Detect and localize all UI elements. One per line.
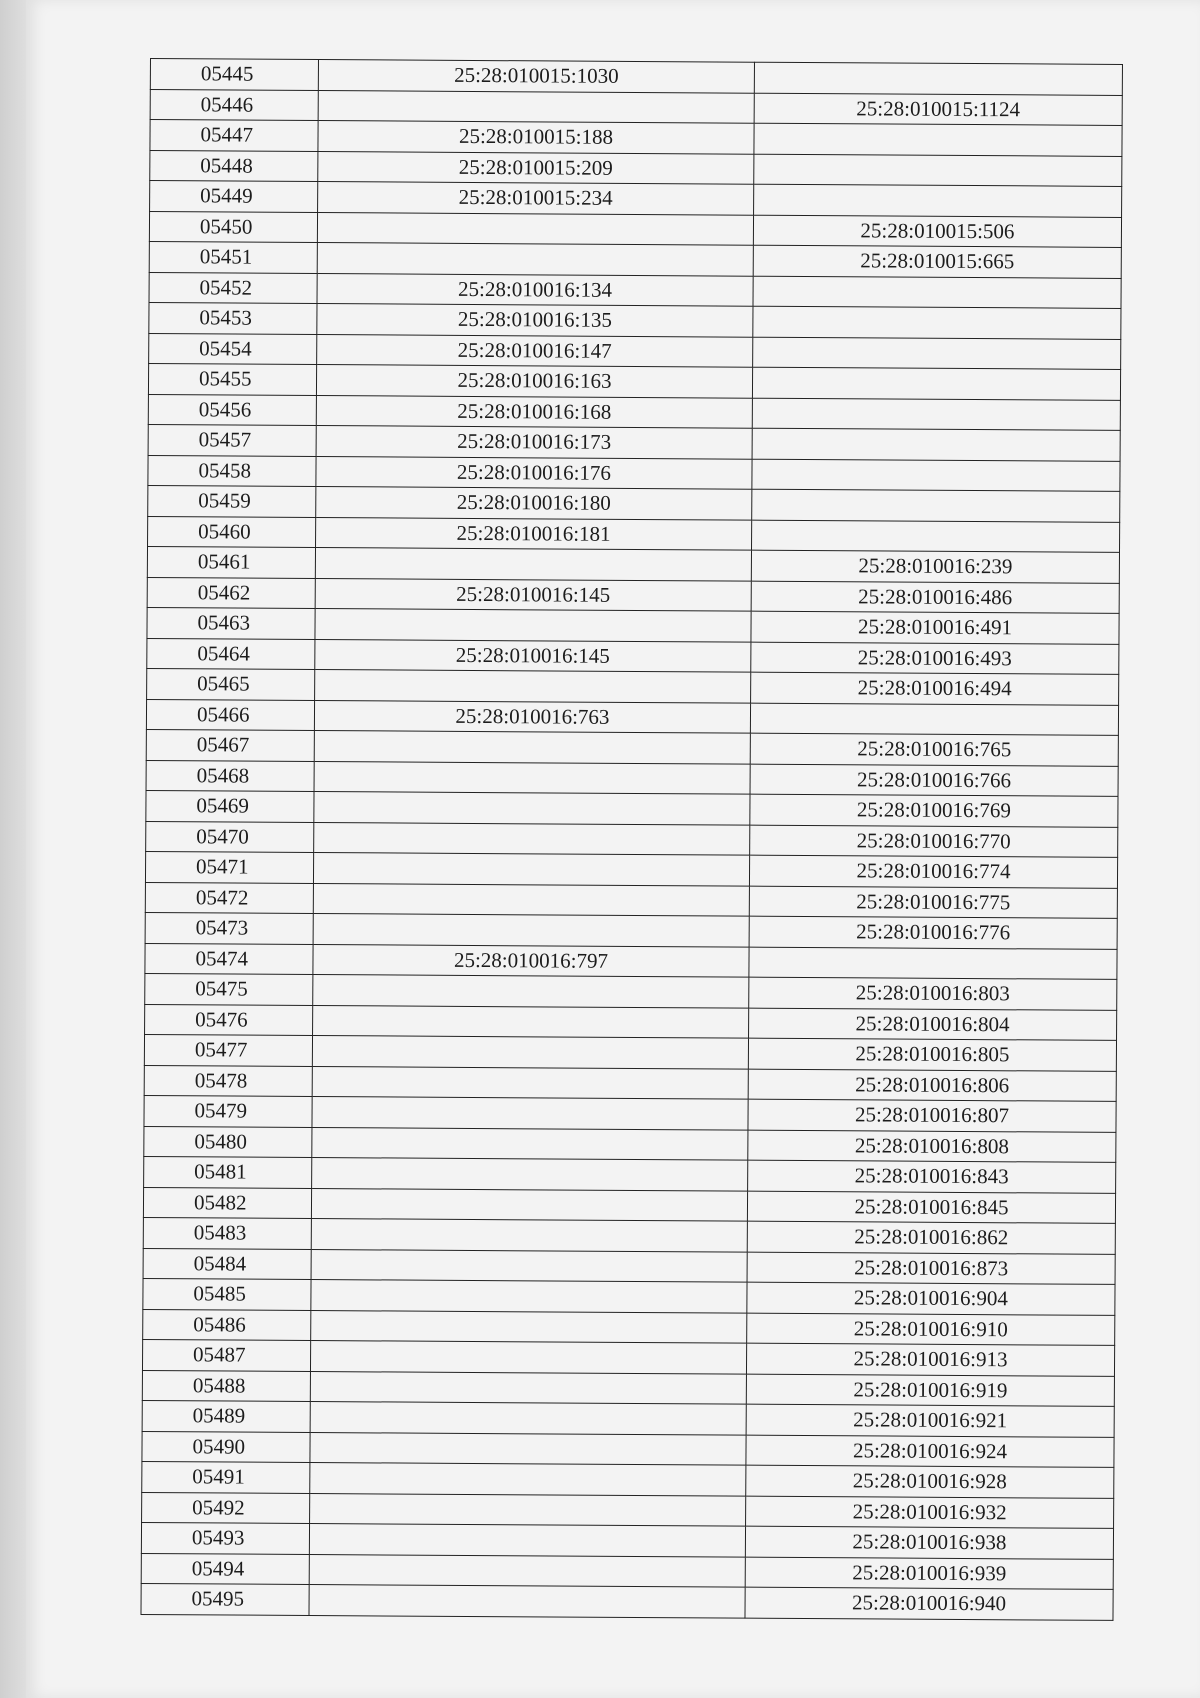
cadastral-number-cell: 25:28:010016:938 — [745, 1526, 1113, 1559]
cadastral-number-cell: 25:28:010016:910 — [747, 1313, 1115, 1346]
row-number-cell: 05473 — [145, 912, 313, 944]
row-number-cell: 05495 — [141, 1583, 309, 1615]
cadastral-number-cell — [752, 520, 1120, 553]
cadastral-number-cell: 25:28:010016:147 — [317, 334, 753, 367]
cadastral-number-cell — [752, 459, 1120, 492]
cadastral-number-cell: 25:28:010016:163 — [316, 365, 752, 398]
cadastral-number-cell — [313, 975, 749, 1008]
cadastral-number-cell — [315, 670, 751, 703]
cadastral-number-cell: 25:28:010016:924 — [746, 1435, 1114, 1468]
cadastral-number-cell — [311, 1249, 747, 1282]
cadastral-number-cell: 25:28:010016:493 — [751, 642, 1119, 675]
row-number-cell: 05488 — [142, 1370, 310, 1402]
cadastral-number-cell: 25:28:010016:173 — [316, 426, 752, 459]
row-number-cell: 05485 — [143, 1278, 311, 1310]
row-number-cell: 05463 — [147, 607, 315, 639]
cadastral-number-cell — [310, 1402, 746, 1435]
cadastral-number-cell: 25:28:010016:145 — [315, 639, 751, 672]
row-number-cell: 05487 — [142, 1339, 310, 1371]
row-number-cell: 05454 — [149, 333, 317, 365]
cadastral-number-cell — [314, 761, 750, 794]
cadastral-number-cell — [752, 367, 1120, 400]
row-number-cell: 05460 — [148, 516, 316, 548]
cadastral-number-cell: 25:28:010016:769 — [750, 794, 1118, 827]
cadastral-number-cell — [312, 1097, 748, 1130]
cadastral-number-cell: 25:28:010016:932 — [746, 1496, 1114, 1529]
cadastral-number-cell: 25:28:010016:805 — [748, 1038, 1116, 1071]
row-number-cell: 05459 — [148, 485, 316, 517]
row-number-cell: 05479 — [144, 1095, 312, 1127]
row-number-cell: 05489 — [142, 1400, 310, 1432]
row-number-cell: 05471 — [145, 851, 313, 883]
row-number-cell: 05468 — [146, 760, 314, 792]
cadastral-number-cell: 25:28:010016:921 — [746, 1404, 1114, 1437]
row-number-cell: 05458 — [148, 455, 316, 487]
cadastral-number-cell: 25:28:010016:919 — [746, 1374, 1114, 1407]
row-number-cell: 05492 — [142, 1492, 310, 1524]
cadastral-number-cell — [309, 1554, 745, 1587]
row-number-cell: 05450 — [149, 211, 317, 243]
cadastral-number-cell — [314, 792, 750, 825]
cadastral-number-cell: 25:28:010016:135 — [317, 304, 753, 337]
row-number-cell: 05466 — [146, 699, 314, 731]
cadastral-number-cell: 25:28:010016:486 — [751, 581, 1119, 614]
row-number-cell: 05455 — [148, 363, 316, 395]
cadastral-number-cell — [309, 1585, 745, 1618]
cadastral-number-cell — [752, 398, 1120, 431]
row-number-cell: 05456 — [148, 394, 316, 426]
cadastral-number-cell — [309, 1524, 745, 1557]
row-number-cell: 05481 — [144, 1156, 312, 1188]
cadastral-number-cell — [311, 1188, 747, 1221]
cadastral-number-cell — [753, 337, 1121, 370]
cadastral-number-cell: 25:28:010016:843 — [748, 1160, 1116, 1193]
cadastral-number-cell — [754, 184, 1122, 217]
cadastral-number-cell — [313, 853, 749, 886]
cadastral-number-cell: 25:28:010016:940 — [745, 1587, 1113, 1620]
cadastral-number-cell: 25:28:010016:134 — [317, 273, 753, 306]
row-number-cell: 05482 — [143, 1187, 311, 1219]
row-number-cell: 05447 — [150, 120, 318, 152]
cadastral-number-cell — [317, 212, 753, 245]
cadastral-number-cell — [314, 822, 750, 855]
row-number-cell: 05445 — [150, 59, 318, 91]
cadastral-number-cell: 25:28:010016:765 — [750, 733, 1118, 766]
cadastral-number-cell: 25:28:010015:209 — [318, 151, 754, 184]
cadastral-number-cell — [311, 1280, 747, 1313]
cadastral-number-cell — [315, 609, 751, 642]
cadastral-number-cell: 25:28:010016:775 — [749, 886, 1117, 919]
cadastral-number-cell — [313, 914, 749, 947]
row-number-cell: 05484 — [143, 1248, 311, 1280]
row-number-cell: 05446 — [150, 89, 318, 121]
cadastral-number-cell — [310, 1341, 746, 1374]
cadastral-number-cell: 25:28:010016:904 — [747, 1282, 1115, 1315]
row-number-cell: 05478 — [144, 1065, 312, 1097]
row-number-cell: 05493 — [141, 1522, 309, 1554]
cadastral-number-cell: 25:28:010016:180 — [316, 487, 752, 520]
cadastral-number-cell — [753, 276, 1121, 309]
cadastral-number-cell — [312, 1127, 748, 1160]
cadastral-number-cell — [753, 306, 1121, 339]
cadastral-number-cell: 25:28:010016:168 — [316, 395, 752, 428]
cadastral-number-cell: 25:28:010016:770 — [750, 825, 1118, 858]
table-row — [141, 1583, 1113, 1619]
row-number-cell: 05476 — [145, 1004, 313, 1036]
cadastral-number-cell — [311, 1310, 747, 1343]
cadastral-number-cell: 25:28:010015:188 — [318, 121, 754, 154]
row-number-cell: 05453 — [149, 302, 317, 334]
cadastral-number-cell: 25:28:010016:806 — [748, 1069, 1116, 1102]
row-number-cell: 05457 — [148, 424, 316, 456]
cadastral-number-cell: 25:28:010016:803 — [749, 977, 1117, 1010]
cadastral-number-cell: 25:28:010016:797 — [313, 944, 749, 977]
cadastral-number-cell — [313, 1005, 749, 1038]
row-number-cell: 05480 — [144, 1126, 312, 1158]
cadastral-number-cell: 25:28:010016:845 — [747, 1191, 1115, 1224]
row-number-cell: 05470 — [146, 821, 314, 853]
table-body — [141, 59, 1122, 1620]
cadastral-number-cell: 25:28:010016:176 — [316, 456, 752, 489]
cadastral-number-cell: 25:28:010016:808 — [748, 1130, 1116, 1163]
cadastral-number-cell: 25:28:010015:506 — [753, 215, 1121, 248]
cadastral-number-cell — [315, 548, 751, 581]
cadastral-number-cell: 25:28:010016:776 — [749, 916, 1117, 949]
cadastral-number-cell — [313, 883, 749, 916]
cadastral-number-cell — [317, 243, 753, 276]
row-number-cell: 05477 — [144, 1034, 312, 1066]
cadastral-number-cell: 25:28:010016:939 — [745, 1557, 1113, 1590]
row-number-cell: 05472 — [145, 882, 313, 914]
cadastral-number-cell — [318, 90, 754, 123]
cadastral-number-cell — [312, 1066, 748, 1099]
row-number-cell: 05461 — [147, 546, 315, 578]
cadastral-table — [140, 58, 1122, 1620]
row-number-cell: 05474 — [145, 943, 313, 975]
cadastral-number-cell — [310, 1432, 746, 1465]
row-number-cell: 05465 — [147, 668, 315, 700]
cadastral-number-cell — [754, 123, 1122, 156]
row-number-cell: 05475 — [145, 973, 313, 1005]
cadastral-number-cell — [752, 428, 1120, 461]
cadastral-number-cell: 25:28:010016:491 — [751, 611, 1119, 644]
cadastral-number-cell: 25:28:010016:494 — [751, 672, 1119, 705]
row-number-cell: 05486 — [143, 1309, 311, 1341]
cadastral-number-cell: 25:28:010016:181 — [316, 517, 752, 550]
cadastral-number-cell — [310, 1493, 746, 1526]
row-number-cell: 05490 — [142, 1431, 310, 1463]
cadastral-number-cell: 25:28:010016:873 — [747, 1252, 1115, 1285]
cadastral-number-cell: 25:28:010016:239 — [751, 550, 1119, 583]
row-number-cell: 05449 — [150, 181, 318, 213]
scan-edge — [0, 0, 26, 1698]
row-number-cell: 05464 — [147, 638, 315, 670]
cadastral-number-cell: 25:28:010016:807 — [748, 1099, 1116, 1132]
cadastral-number-cell — [750, 703, 1118, 736]
cadastral-number-cell — [311, 1219, 747, 1252]
cadastral-number-cell: 25:28:010015:1124 — [754, 93, 1122, 126]
row-number-cell: 05451 — [149, 241, 317, 273]
cadastral-number-cell — [314, 731, 750, 764]
cadastral-number-cell: 25:28:010015:1030 — [318, 60, 754, 93]
row-number-cell: 05452 — [149, 272, 317, 304]
cadastral-number-cell — [312, 1158, 748, 1191]
cadastral-number-cell: 25:28:010015:234 — [318, 182, 754, 215]
row-number-cell: 05483 — [143, 1217, 311, 1249]
cadastral-number-cell — [310, 1463, 746, 1496]
cadastral-number-cell — [754, 62, 1122, 95]
cadastral-number-cell — [752, 489, 1120, 522]
row-number-cell: 05494 — [141, 1553, 309, 1585]
row-number-cell: 05448 — [150, 150, 318, 182]
cadastral-number-cell: 25:28:010016:804 — [749, 1008, 1117, 1041]
cadastral-number-cell — [754, 154, 1122, 187]
row-number-cell: 05462 — [147, 577, 315, 609]
cadastral-number-cell — [312, 1036, 748, 1069]
row-number-cell: 05467 — [146, 729, 314, 761]
cadastral-number-cell: 25:28:010015:665 — [753, 245, 1121, 278]
cadastral-number-cell: 25:28:010016:766 — [750, 764, 1118, 797]
cadastral-number-cell: 25:28:010016:774 — [749, 855, 1117, 888]
row-number-cell: 05469 — [146, 790, 314, 822]
cadastral-number-cell — [749, 947, 1117, 980]
cadastral-number-cell: 25:28:010016:913 — [746, 1343, 1114, 1376]
cadastral-number-cell: 25:28:010016:145 — [315, 578, 751, 611]
row-number-cell: 05491 — [142, 1461, 310, 1493]
cadastral-number-cell: 25:28:010016:862 — [747, 1221, 1115, 1254]
cadastral-number-cell — [310, 1371, 746, 1404]
cadastral-number-cell: 25:28:010016:928 — [746, 1465, 1114, 1498]
cadastral-number-cell: 25:28:010016:763 — [314, 700, 750, 733]
